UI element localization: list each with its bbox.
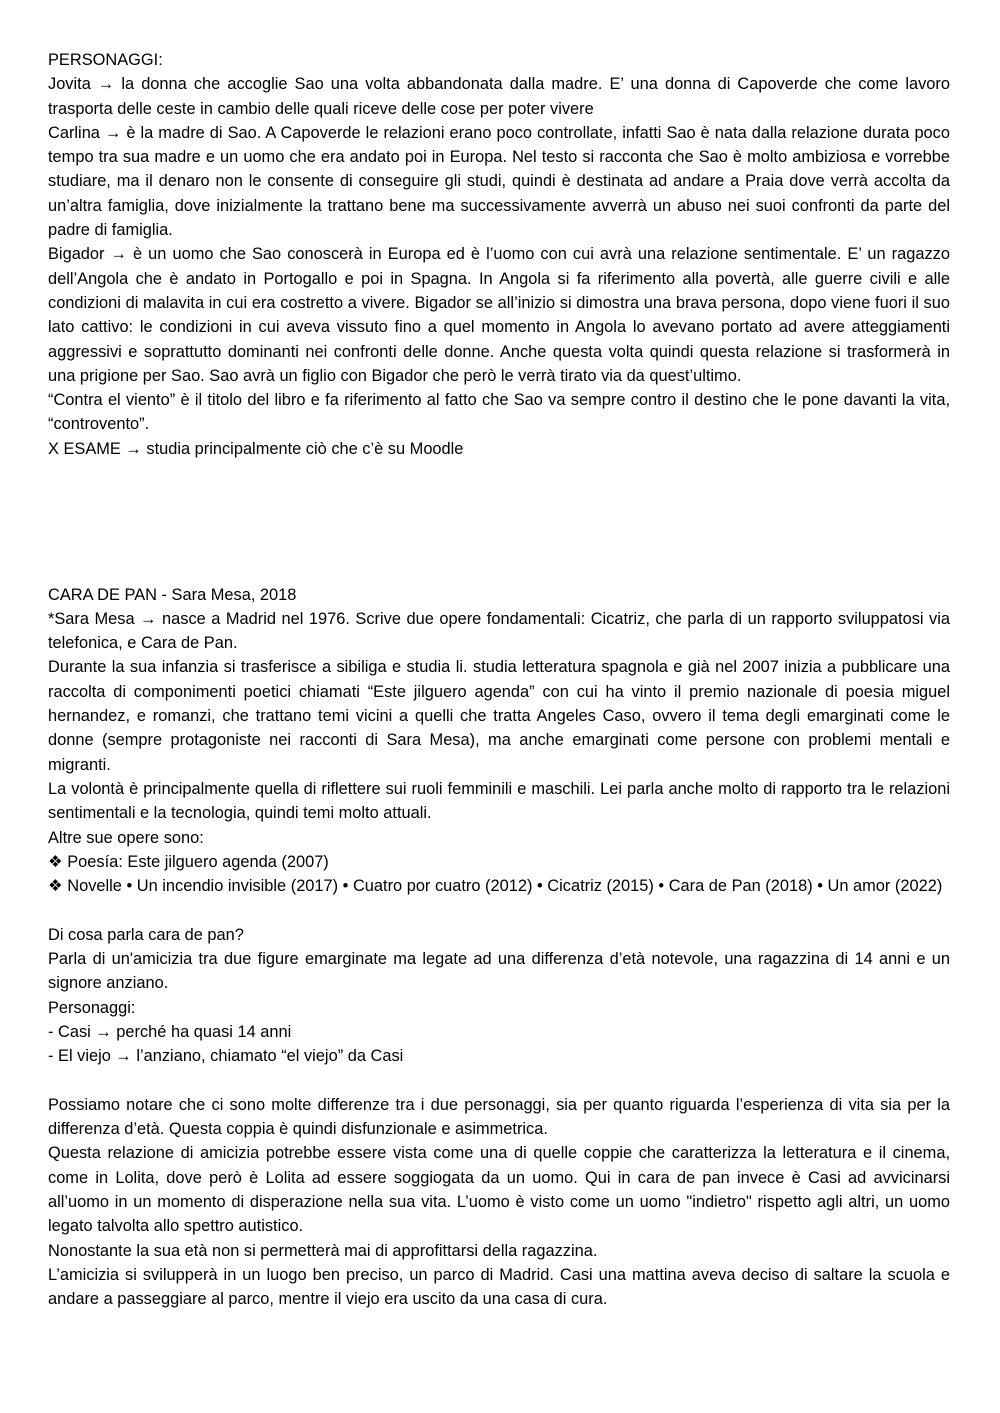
exam-note: X ESAME → studia principalmente ciò che c’è su Moodle bbox=[48, 439, 464, 458]
document-page bbox=[48, 48, 950, 1311]
bigador-paragraph: Bigador → è un uomo che Sao conoscerà in Europa ed è l’uomo con cui avrà una relazione sentimentale. E’ un ragazzo dell’Angola che è andato in Portogallo e poi in Spagna. In Angola si fa riferimento alla povertà, alle guerre civili e alle condizioni di malavita in cui era costretto a vivere. Bigador se all’inizio si dimostra una brava persona, dopo viene fuori il suo lato cattivo: le condizioni in cui aveva vissuto fino a quel momento in Angola lo avevano portato ad avere atteggiamenti aggressivi e soprattutto dominanti nei confronti delle donne. Anche questa volta quindi questa relazione si trasformerà in una prigione per Sao. Sao avrà un figlio con Bigador che però le verrà tirato via da quest’ultimo. bbox=[48, 245, 950, 385]
book-title-note: “Contra el viento” è il titolo del libro e fa riferimento al fatto che Sao va sempre contro il destino che le pone davanti la vita, “controvento”. bbox=[48, 391, 950, 434]
author-intro-paragraph: *Sara Mesa → nasce a Madrid nel 1976. Scrive due opere fondamentali: Cicatriz, che parla di un rapporto sviluppatosi via telefonica, e Cara de Pan. bbox=[48, 609, 950, 653]
characters-heading: PERSONAGGI: bbox=[48, 51, 163, 69]
poetry-list-item: ❖ Poesía: Este jilguero agenda (2007) bbox=[48, 852, 329, 871]
characters-label: Personaggi: bbox=[48, 998, 136, 1017]
paragraph-gap bbox=[48, 898, 950, 922]
character-viejo: - El viejo → l’anziano, chiamato “el viejo” da Casi bbox=[48, 1047, 404, 1066]
paragraph-gap bbox=[48, 1068, 950, 1092]
cara-de-pan-heading: CARA DE PAN - Sara Mesa, 2018 bbox=[48, 585, 297, 604]
place-paragraph: L’amicizia si svilupperà in un luogo ben preciso, un parco di Madrid. Casi una mattina aveva deciso di saltare la scuola e andare a passeggiare al parco, mentre il viejo era uscito da una casa di cura. bbox=[48, 1265, 950, 1309]
other-works-label: Altre sue opere sono: bbox=[48, 828, 204, 847]
carlina-paragraph: Carlina → è la madre di Sao. A Capoverde le relazioni erano poco controllate, infatti Sao è nata dalla relazione durata poco tempo tra sua madre e un uomo che era andato poi in Europa. Nel testo si racconta che Sao è molto ambiziosa e vorrebbe studiare, ma il denaro non le consente di conseguire gli studi, quindi è destinata ad andare a Praia dove verrà accolta da un’altra famiglia, dove inizialmente la trattano bene ma successivamente avverrà un abuso nei suoi confronti da parte del padre di famiglia. bbox=[48, 123, 950, 240]
novels-list-item: ❖ Novelle • Un incendio invisible (2017) • Cuatro por cuatro (2012) • Cicatriz (2015) • Cara de Pan (2018) • Un amor (2022) bbox=[48, 877, 943, 896]
infancy-paragraph: Durante la sua infanzia si trasferisce a sibiliga e studia li. studia letteratura spagnola e già nel 2007 inizia a pubblicare una raccolta di componimenti poetici chiamati “Este jilguero agenda” con cui ha vinto il premio nazionale di poesia miguel hernandez, e romanzi, che trattano temi vicini a quelli che tratta Angeles Caso, ovvero il tema degli emarginati come le donne (sempre protagoniste nei racconti di Sara Mesa), ma anche emarginati come persone con problemi mentali e migranti. bbox=[48, 658, 950, 774]
character-casi: - Casi → perché ha quasi 14 anni bbox=[48, 1022, 292, 1041]
differences-paragraph: Possiamo notare che ci sono molte differenze tra i due personaggi, sia per quanto riguarda l’esperienza di vita sia per la differenza d’età. Questa coppia è quindi disfunzionale e asimmetrica. bbox=[48, 1095, 950, 1139]
plot-question: Di cosa parla cara de pan? bbox=[48, 925, 244, 944]
section-gap bbox=[48, 461, 950, 583]
relationship-paragraph: Questa relazione di amicizia potrebbe essere vista come una di quelle coppie che caratterizza la letteratura e il cinema, come in Lolita, dove però è Lolita ad essere soggiogata da un uomo. Qui in cara de pan invece è Casi ad avvicinarsi all’uomo in un momento di disperazione nella sua vita. L’uomo è visto come un uomo "indietro" rispetto agli altri, un uomo legato talvolta allo spettro autistico. bbox=[48, 1144, 950, 1236]
jovita-paragraph: Jovita → la donna che accoglie Sao una volta abbandonata dalla madre. E’ una donna di Capoverde che come lavoro trasporta delle ceste in cambio delle quali riceve delle cose per poter vivere bbox=[48, 75, 950, 118]
age-paragraph: Nonostante la sua età non si permetterà mai di approfittarsi della ragazzina. bbox=[48, 1241, 598, 1260]
plot-answer: Parla di un'amicizia tra due figure emarginate ma legate ad una differenza d’età notevole, una ragazzina di 14 anni e un signore anziano. bbox=[48, 950, 950, 993]
will-paragraph: La volontà è principalmente quella di riflettere sui ruoli femminili e maschili. Lei parla anche molto di rapporto tra le relazioni sentimentali e la tecnologia, quindi temi molto attuali. bbox=[48, 779, 950, 823]
